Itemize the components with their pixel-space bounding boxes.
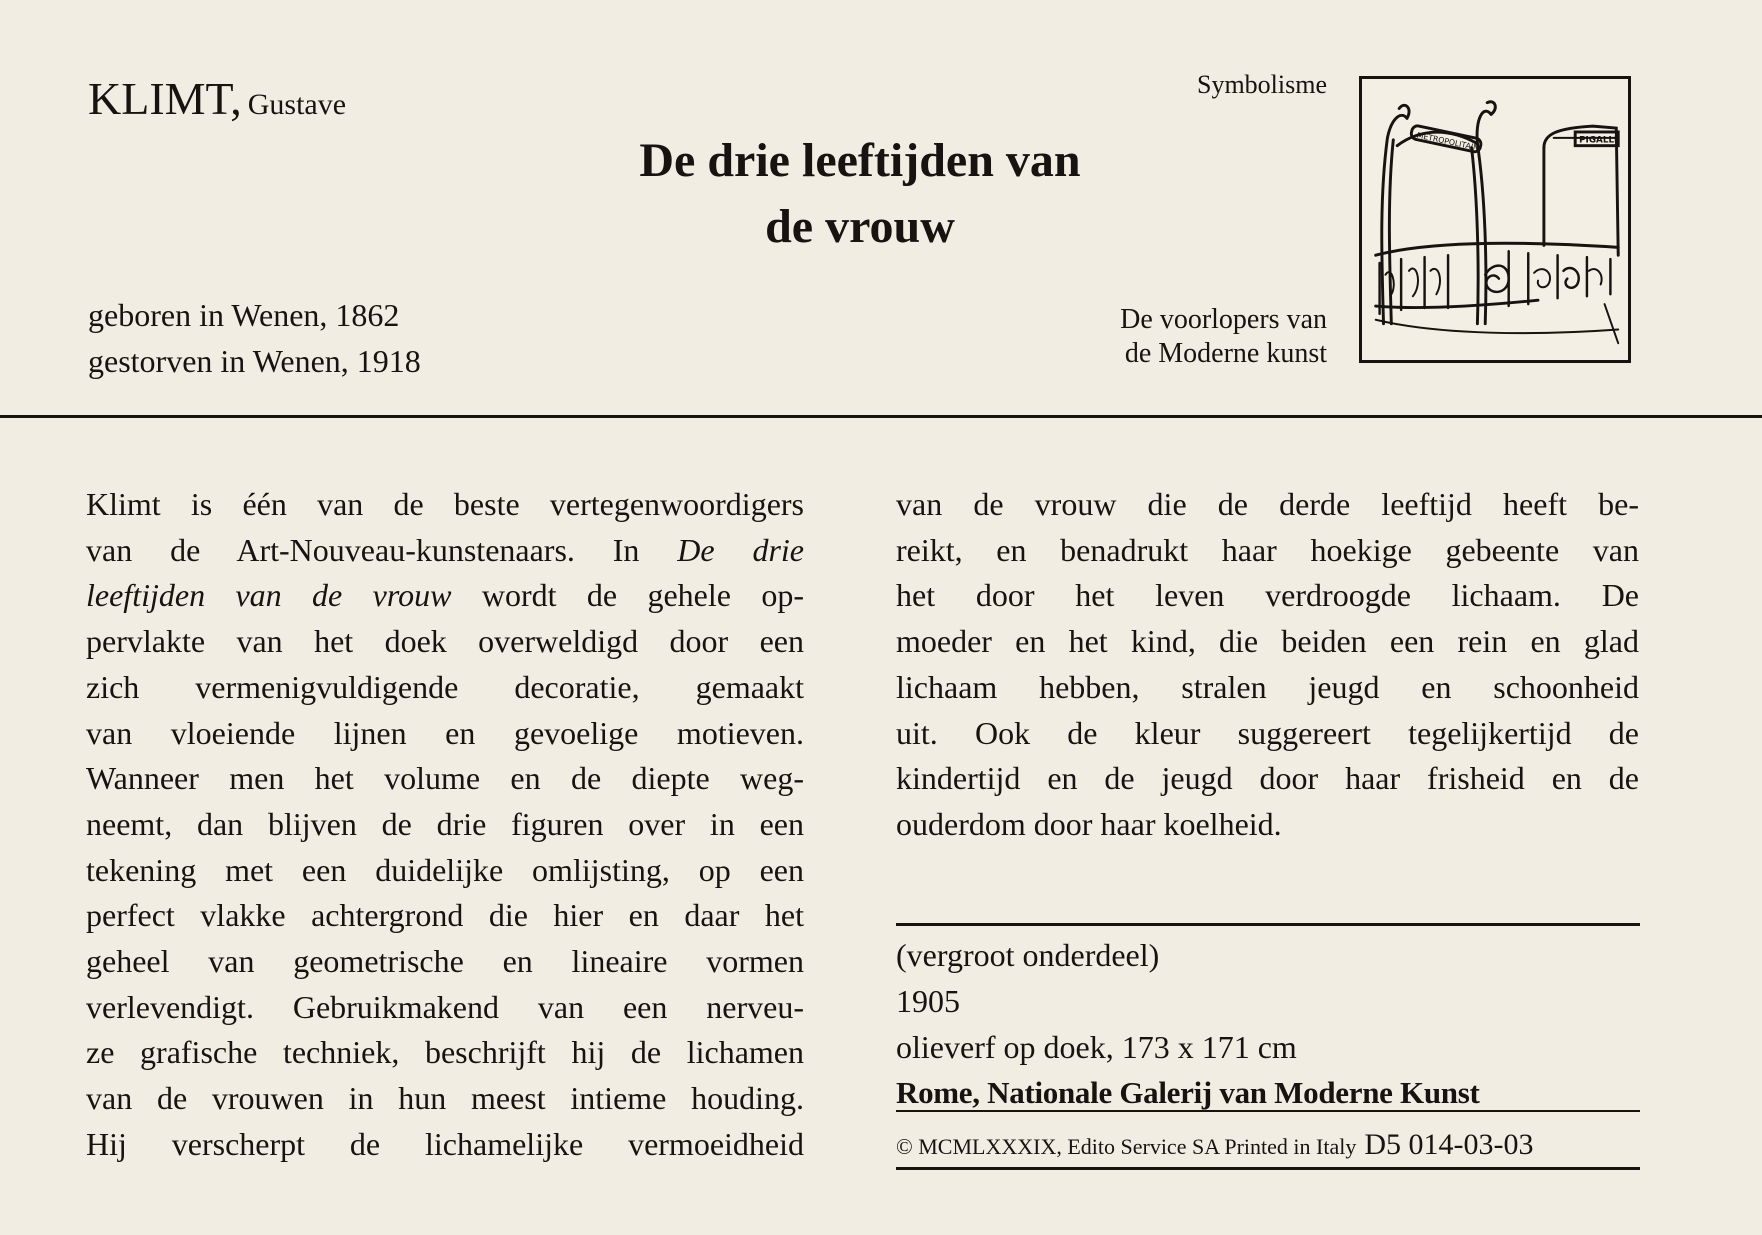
- details-divider-mid: [896, 1110, 1640, 1112]
- series-line1: De voorlopers van: [1120, 304, 1327, 335]
- text-line: ouderdom door haar koelheid.: [896, 805, 1282, 842]
- artist-name: [88, 72, 346, 125]
- description-right-column: [896, 482, 1639, 848]
- header-divider: [0, 415, 1762, 418]
- card-code: D5 014-03-03: [1364, 1128, 1534, 1161]
- text-line: kindertijd en de jeugd door haar frisheid en de: [896, 760, 1639, 797]
- artist-bio: [88, 292, 421, 384]
- text-line: zich vermenigvuldigende decoratie, gemaakt: [86, 668, 804, 705]
- text-line: Klimt is één van de beste vertegenwoordigers: [86, 486, 804, 522]
- detail-museum: Rome, Nationale Galerij van Moderne Kunst: [896, 1075, 1480, 1110]
- text-line: reikt, en benadrukt haar hoekige gebeente van: [896, 531, 1639, 568]
- text-line: geheel van geometrische en lineaire vormen: [86, 943, 804, 980]
- art-movement: Symbolisme: [1196, 70, 1327, 99]
- italic-title-fragment: leeftijden van de vrouw: [86, 577, 452, 614]
- series-line2: de Moderne kunst: [1124, 338, 1327, 369]
- text-line: van de vrouw die de derde leeftijd heeft be-: [896, 486, 1639, 522]
- text-line: van vloeiende lijnen en gevoelige motieven.: [86, 714, 804, 751]
- text-line: lichaam hebben, stralen jeugd en schoonheid: [896, 668, 1639, 705]
- metro-entrance-icon: [1362, 79, 1628, 360]
- copyright-line: [896, 1128, 1640, 1162]
- text-line: het door het leven verdroogde lichaam. De: [896, 577, 1639, 614]
- text-line: pervlakte van het doek overweldigd door een: [86, 623, 804, 660]
- text-line: verlevendigt. Gebruikmakend van een nerveu-: [86, 988, 804, 1025]
- text-line: [86, 528, 804, 574]
- copyright-text: © MCMLXXXIX, Edito Service SA Printed in Italy: [896, 1134, 1357, 1159]
- born-line: geboren in Wenen, 1862: [88, 297, 400, 333]
- italic-title-fragment: De drie: [677, 531, 804, 568]
- artwork-details: [896, 932, 1640, 1116]
- details-divider-top: [896, 923, 1640, 926]
- detail-medium: olieverf op doek, 173 x 171 cm: [896, 1029, 1297, 1065]
- artwork-title: [520, 128, 1200, 260]
- description-left-column: [86, 482, 804, 1168]
- metro-sign-text: METROPOLITAIN: [1415, 130, 1480, 153]
- detail-year: 1905: [896, 983, 960, 1019]
- text-line: tekening met een duidelijke omlijsting, op een: [86, 851, 804, 888]
- artist-given-name: Gustave: [247, 88, 347, 121]
- text-line: Wanneer men het volume en de diepte weg-: [86, 760, 804, 797]
- text-line: perfect vlakke achtergrond die hier en daar het: [86, 897, 804, 934]
- text-line: ze grafische techniek, beschrijft hij de lichamen: [86, 1034, 804, 1071]
- text-line: uit. Ook de kleur suggereert tegelijkertijd de: [896, 714, 1639, 751]
- text-line: neemt, dan blijven de drie figuren over in een: [86, 805, 804, 842]
- artist-surname: KLIMT: [88, 73, 231, 124]
- text-fragment: wordt de gehele op-: [451, 577, 805, 614]
- station-sign-text: PIGALLE: [1579, 135, 1621, 146]
- text-line: van de vrouwen in hun meest intieme houding.: [86, 1080, 804, 1117]
- text-fragment: van de Art-Nouveau-kunstenaars. In: [86, 531, 678, 568]
- series-logo: [1359, 76, 1631, 363]
- detail-note: (vergroot onderdeel): [896, 937, 1160, 973]
- series-name: [980, 303, 1327, 371]
- details-divider-bottom: [896, 1167, 1640, 1170]
- died-line: gestorven in Wenen, 1918: [88, 343, 421, 379]
- text-line: Hij verscherpt de lichamelijke vermoeidheid: [86, 1125, 804, 1162]
- artwork-title-line2: de vrouw: [765, 200, 955, 253]
- text-line: [86, 573, 804, 619]
- artist-comma: ,: [230, 73, 242, 124]
- text-line: moeder en het kind, die beiden een rein en glad: [896, 623, 1639, 660]
- artwork-title-line1: De drie leeftijden van: [639, 134, 1081, 187]
